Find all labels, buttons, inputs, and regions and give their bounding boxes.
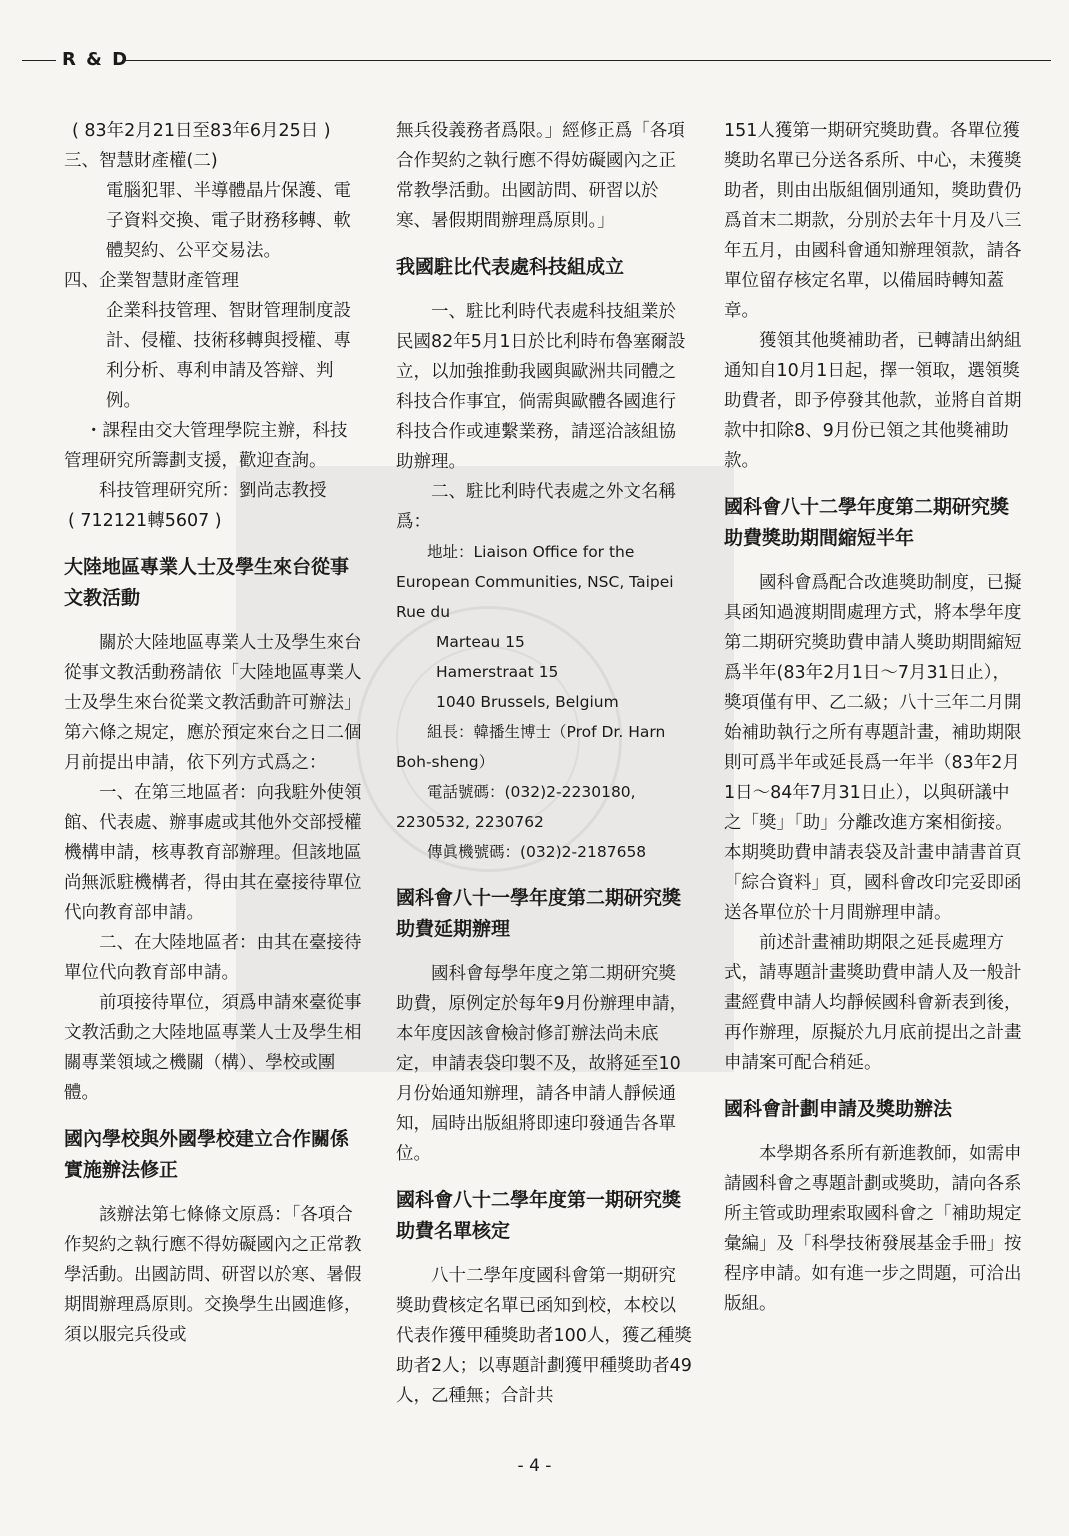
- section-tag: R & D: [62, 49, 130, 70]
- list-paragraph-1: 八十二學年度國科會第一期研究獎助費核定名單已函知到校，本校以代表作獲甲種獎助者100人，獲乙種獎助者2人；以專題計劃獲甲種獎助者49人，乙種無；合計共: [396, 1266, 692, 1406]
- coop-paragraph-1-cont: 無兵役義務者爲限。」經修正爲「各項合作契約之執行應不得妨礙國內之正常教學活動。出國訪問、研習以於寒、暑假期間辦理爲原則。」: [396, 121, 685, 231]
- list-paragraph-1-cont: 151人獲第一期研究獎助費。各單位獲獎助名單已分送各系所、中心，未獲獎助者，則由出版組個別通知，獎助費仍爲首末二期款，分別於去年十月及八三年五月，由國科會通知辦理領款，請各單位留存核定名單，以備屆時轉知蓋章。: [724, 121, 1022, 321]
- heading-mainland: 大陸地區專業人士及學生來台從事文教活動: [64, 556, 350, 609]
- address-line-4: 1040 Brussels, Belgium: [436, 693, 619, 711]
- address-line-1: Liaison Office for the European Communities, NSC, Taipei Rue du: [396, 543, 674, 621]
- heading-belgium: 我國駐比代表處科技組成立: [396, 256, 625, 278]
- header-rule-right: [122, 60, 1051, 61]
- page-header: [0, 48, 1069, 72]
- shorten-paragraph-1: 國科會爲配合改進獎助制度，已擬具函知過渡期間處理方式，將本學年度第二期研究獎助費申請人獎助期間縮短爲半年(83年2月1日～7月31日止），獎項僅有甲、乙二級；八十三年二月開始補助執行之所有專題計畫，補助期限則可爲半年或延長爲一年半（83年2月1日～84年7月31日止），以與研議中之「獎」「助」分離改進方案相銜接。本期獎助費申請表袋及計畫申請書首頁「綜合資料」頁，國科會改印完妥即函送各單位於十月間辦理申請。: [724, 573, 1022, 923]
- course-note: ・課程由交大管理學院主辦，科技管理研究所籌劃支援，歡迎查詢。: [64, 421, 348, 471]
- item-4-body: 企業科技管理、智財管理制度設計、侵權、技術移轉與授權、專利分析、專利申請及答辯、判例。: [106, 301, 351, 411]
- heading-list: 國科會八十二學年度第一期研究獎助費名單核定: [396, 1189, 682, 1242]
- coop-paragraph-1: 該辦法第七條條文原爲：「各項合作契約之執行應不得妨礙國內之正常教學活動。出國訪問、研習以於寒、暑假期間辦理爲原則。交換學生出國進修，須以服完兵役或: [64, 1205, 362, 1345]
- item-4-title: 四、企業智慧財產管理: [64, 271, 239, 291]
- mainland-paragraph-4: 前項接待單位，須爲申請來臺從事文教活動之大陸地區專業人士及學生相關專業領域之機關（構）、學校或團體。: [64, 993, 362, 1103]
- belgium-paragraph-2: 二、駐比利時代表處之外文名稱爲：: [396, 482, 676, 532]
- address-line-3: Hamerstraat 15: [436, 663, 559, 681]
- column-1: [64, 116, 364, 1350]
- shorten-paragraph-2: 前述計畫補助期限之延長處理方式，請專題計畫獎助費申請人及一般計畫經費申請人均靜候國科會新表到後，再作辦理，原擬於九月底前提出之計畫申請案可配合稍延。: [724, 933, 1022, 1073]
- phone-numbers: 電話號碼：(032)2-2230180, 2230532, 2230762: [396, 783, 636, 831]
- chief-name: 組長：韓播生博士（Prof Dr. Harn Boh-sheng）: [396, 723, 666, 771]
- header-rule-left: [22, 60, 56, 61]
- column-2: [396, 116, 692, 1411]
- heading-apply: 國科會計劃申請及獎助辦法: [724, 1098, 953, 1120]
- belgium-paragraph-1: 一、駐比利時代表處科技組業於民國82年5月1日於比利時布魯塞爾設立，以加強推動我國與歐洲共同體之科技合作事宜，倘需與歐體各國進行科技合作或連繫業務，請逕洽該組協助辦理。: [396, 302, 686, 472]
- delay-paragraph: 國科會每學年度之第二期研究獎助費，原例定於每年9月份辦理申請，本年度因該會檢討修訂辦法尚未底定，申請表袋印製不及，故將延至10月份始通知辦理，請各申請人靜候通知，屆時出版組將即速印發通告各單位。: [396, 964, 688, 1164]
- apply-paragraph: 本學期各系所有新進教師，如需申請國科會之專題計劃或獎助，請向各系所主管或助理索取國科會之「補助規定彙編」及「科學技術發展基金手冊」按程序申請。如有進一步之問題，可洽出版組。: [724, 1144, 1022, 1314]
- item-3-title: 三、智慧財產權(二): [64, 151, 218, 171]
- course-dates: ( 83年2月21日至83年6月25日 ): [72, 121, 331, 141]
- contact-phone: ( 712121轉5607 ): [68, 511, 222, 531]
- heading-shorten: 國科會八十二學年度第二期研究獎助費獎助期間縮短半年: [724, 496, 1010, 549]
- heading-coop: 國內學校與外國學校建立合作關係實施辦法修正: [64, 1128, 350, 1181]
- list-paragraph-2: 獲領其他獎補助者，已轉請出納組通知自10月1日起，擇一領取，選領獎助費者，即予停發其他款，並將自首期款中扣除8、9月份已領之其他獎補助款。: [724, 331, 1022, 471]
- address-line-2: Marteau 15: [436, 633, 525, 651]
- mainland-paragraph-1: 關於大陸地區專業人士及學生來台從事文教活動務請依「大陸地區專業人士及學生來台從業文教活動許可辦法」第六條之規定，應於預定來台之日二個月前提出申請，依下列方式爲之：: [64, 633, 362, 773]
- address-label: 地址：: [427, 543, 474, 561]
- fax-number: 傳眞機號碼：(032)2-2187658: [427, 843, 647, 861]
- contact-person: 科技管理研究所：劉尚志教授: [99, 481, 327, 501]
- heading-delay: 國科會八十一學年度第二期研究獎助費延期辦理: [396, 887, 682, 940]
- page-number: - 4 -: [517, 1456, 552, 1476]
- column-3: [724, 116, 1024, 1319]
- item-3-body: 電腦犯罪、半導體晶片保護、電子資料交換、電子財務移轉、軟體契約、公平交易法。: [106, 181, 351, 261]
- mainland-paragraph-2: 一、在第三地區者：向我駐外使領館、代表處、辦事處或其他外交部授權機構申請，核專教育部辦理。但該地區尚無派駐機構者，得由其在臺接待單位代向教育部申請。: [64, 783, 362, 923]
- mainland-paragraph-3: 二、在大陸地區者：由其在臺接待單位代向教育部申請。: [64, 933, 362, 983]
- address-block: [396, 537, 692, 627]
